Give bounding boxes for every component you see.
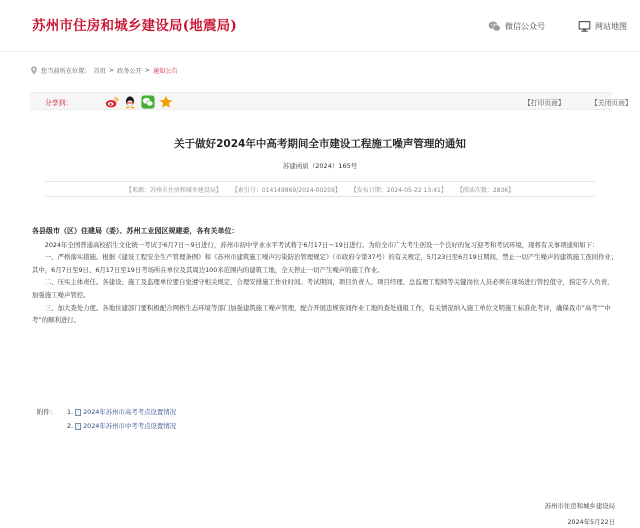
breadcrumb-separator: > — [108, 66, 115, 74]
breadcrumb-item-home[interactable]: 首页 — [93, 67, 106, 75]
attachment-row — [37, 405, 176, 419]
site-logo-title[interactable]: 苏州市住房和城乡建设局(地震局) — [32, 18, 237, 34]
document-number: 苏建函质（2024）165号 — [282, 162, 358, 170]
monitor-icon — [578, 20, 591, 33]
meta-published: 【发布日期：2024-05-22 13:41】 — [350, 186, 447, 194]
attachment-link-gaokao[interactable]: 2024年苏州市高考考点设置情况 — [83, 408, 177, 416]
meta-source: 【来源：苏州市住房和城乡建设局】 — [125, 186, 222, 194]
weibo-icon[interactable] — [105, 95, 119, 109]
attachments-label: 附件： — [37, 408, 57, 416]
signature-block — [545, 498, 615, 528]
attachment-link-zhongkao[interactable]: 2024年苏州市中考考点设置情况 — [83, 422, 177, 430]
qzone-icon[interactable] — [159, 95, 173, 109]
wechat-icon — [488, 20, 501, 33]
breadcrumb — [30, 63, 178, 77]
paragraph-intro: 2024年全国普通高校招生文化统一考试于6月7日～9日进行，苏州市初中学业水平考试将于6月17日～19日进行。为给全市广大考生创设一个良好的复习迎考和考试环境，现将有关事项通知如下： — [44, 240, 599, 249]
qq-icon[interactable] — [123, 95, 137, 109]
location-pin-icon — [30, 66, 38, 75]
site-map-link[interactable] — [578, 20, 627, 33]
wechat-share-icon[interactable] — [141, 95, 155, 109]
paragraph-3: 三、加大查处力度。各地住建部门要积极配合网格生态环境等部门加强建筑施工噪声管理，配合开展违规夜间作业工地的查处通报工作，有关情况纳入施工单位文明施工标准化考评，确保我市“高考”“中考”的顺利进行。 — [32, 303, 611, 325]
site-map-label: 网站地图 — [595, 22, 627, 31]
document-icon — [75, 423, 81, 430]
wechat-label: 微信公众号 — [505, 22, 545, 31]
meta-views: 【阅读次数：2836】 — [456, 186, 515, 194]
close-page-button[interactable]: 【关闭页面】 — [591, 99, 632, 107]
paragraph-1: 一、严格落实措施。根据《建设工程安全生产管理条例》和《苏州市建筑施工噪声污染防治管理规定》（市政府令第37号）的有关规定，5月23日至6月19日期间，禁止一切产生噪声的建筑施工夜间作业；其中，6月7日至9日、6月17日至19日考场所在单位及其周边100米范围内的建筑工地，全天停止一切产生噪声的施工作业。 — [32, 253, 618, 274]
attachment-number: 2. — [67, 422, 74, 430]
article-title: 关于做好2024年中高考期间全市建设工程施工噪声管理的通知 — [174, 138, 466, 150]
document-icon — [75, 409, 81, 416]
breadcrumb-separator: > — [144, 66, 150, 74]
attachments — [37, 405, 176, 433]
print-page-button[interactable]: 【打印页面】 — [524, 99, 565, 107]
addressee: 各县级市（区）住建局（委）、苏州工业园区规建委，各有关单位： — [32, 227, 239, 235]
paragraph-2: 二、压实主体责任。各建设、施工及监理单位要自觉遵守相关规定，合理安排施工作业时间。考试期间，项目负责人、项目经理、总监理工程师等关键岗位人员必须在现场进行管控值守，指定专人负责，加强施工噪声管控。 — [32, 278, 614, 299]
meta-index: 【索引号：014149869/2024-00259】 — [231, 186, 341, 194]
signature-date: 2024年5月22日 — [567, 518, 615, 526]
signature-org: 苏州市住房和城乡建设局 — [544, 502, 615, 510]
breadcrumb-item-notices[interactable]: 通知公告 — [153, 67, 178, 75]
article-meta — [45, 181, 595, 197]
share-icons — [105, 95, 173, 109]
breadcrumb-prefix: 您当前所在位置： — [41, 67, 91, 75]
wechat-official-account-link[interactable] — [488, 20, 545, 33]
share-toolbar — [30, 92, 632, 110]
article-body — [32, 225, 618, 327]
attachment-row — [37, 419, 176, 433]
breadcrumb-item-gov-affairs[interactable]: 政务公开 — [117, 67, 142, 75]
site-header — [0, 0, 640, 52]
share-label: 分享到： — [45, 99, 73, 107]
attachment-number: 1. — [67, 408, 74, 416]
